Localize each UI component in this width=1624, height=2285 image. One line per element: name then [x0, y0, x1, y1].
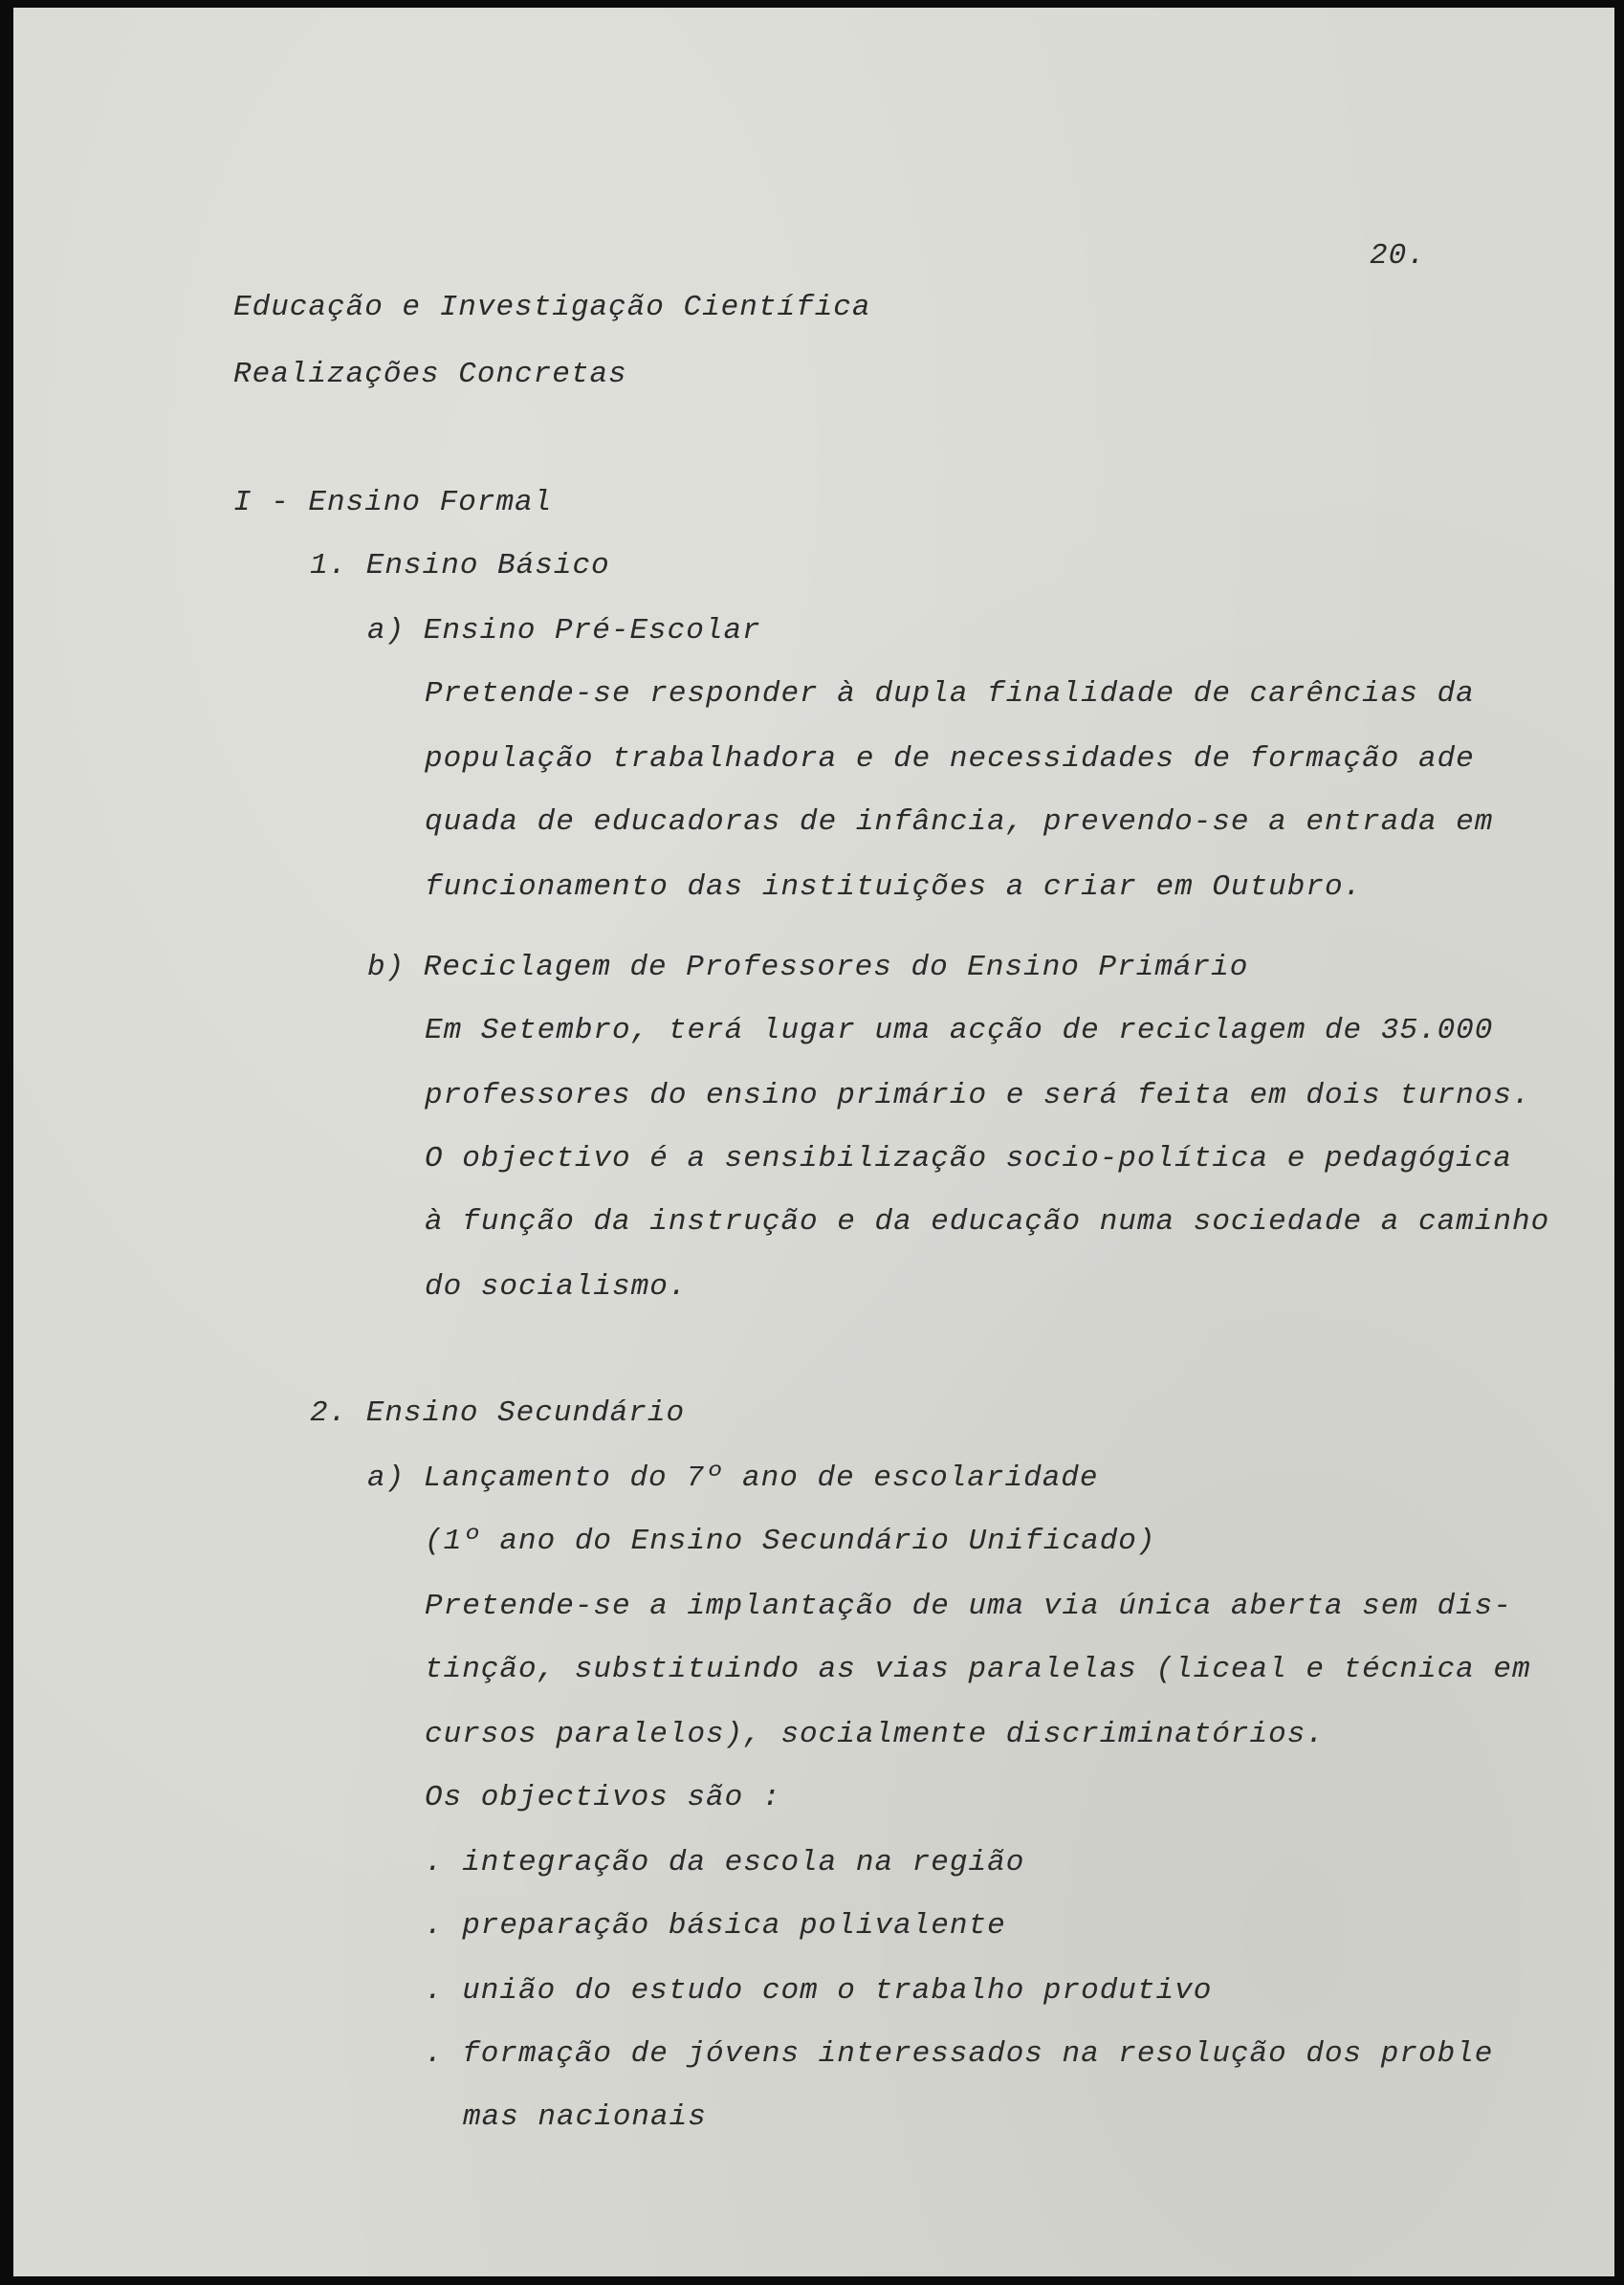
- paragraph-line: O objectivo é a sensibilização socio-política e pedagógica: [425, 1142, 1512, 1175]
- paragraph-line: tinção, substituindo as vias paralelas (liceal e técnica em: [425, 1653, 1531, 1686]
- paragraph-line: do socialismo.: [425, 1270, 688, 1304]
- objective-item: . preparação básica polivalente: [425, 1909, 1006, 1943]
- item-heading-pre-escolar: a) Ensino Pré-Escolar: [367, 614, 761, 648]
- document-subtitle: Realizações Concretas: [233, 358, 627, 391]
- paragraph-line: funcionamento das instituições a criar em Outubro.: [425, 870, 1363, 904]
- item-heading-reciclagem: b) Reciclagem de Professores do Ensino Primário: [367, 951, 1249, 984]
- paragraph-line: à função da instrução e da educação numa sociedade a caminho: [425, 1205, 1550, 1239]
- page-number: 20.: [1370, 239, 1426, 273]
- objective-item: . união do estudo com o trabalho produtivo: [425, 1974, 1213, 2008]
- paragraph-line: população trabalhadora e de necessidades de formação ade: [425, 742, 1475, 776]
- objective-item: . integração da escola na região: [425, 1846, 1025, 1879]
- paragraph-line: quada de educadoras de infância, prevendo-se a entrada em: [425, 805, 1494, 839]
- subsection-heading-ensino-basico: 1. Ensino Básico: [310, 549, 610, 582]
- paragraph-line: Pretende-se a implantação de uma via única aberta sem dis-: [425, 1590, 1512, 1623]
- section-heading: I - Ensino Formal: [233, 486, 553, 519]
- paragraph-line: cursos paralelos), socialmente discriminatórios.: [425, 1718, 1325, 1751]
- objective-continuation: mas nacionais: [463, 2100, 707, 2134]
- item-subheading: (1º ano do Ensino Secundário Unificado): [425, 1525, 1156, 1558]
- document-page: [13, 8, 1614, 2276]
- objective-item: . formação de jóvens interessados na resolução dos proble: [425, 2037, 1494, 2071]
- paragraph-line: professores do ensino primário e será feita em dois turnos.: [425, 1079, 1531, 1112]
- document-title: Educação e Investigação Científica: [233, 291, 871, 324]
- item-heading-setimo-ano: a) Lançamento do 7º ano de escolaridade: [367, 1461, 1099, 1495]
- objectives-intro: Os objectivos são :: [425, 1781, 781, 1814]
- paragraph-line: Pretende-se responder à dupla finalidade de carências da: [425, 677, 1475, 711]
- subsection-heading-ensino-secundario: 2. Ensino Secundário: [310, 1396, 686, 1430]
- paragraph-line: Em Setembro, terá lugar uma acção de reciclagem de 35.000: [425, 1014, 1494, 1047]
